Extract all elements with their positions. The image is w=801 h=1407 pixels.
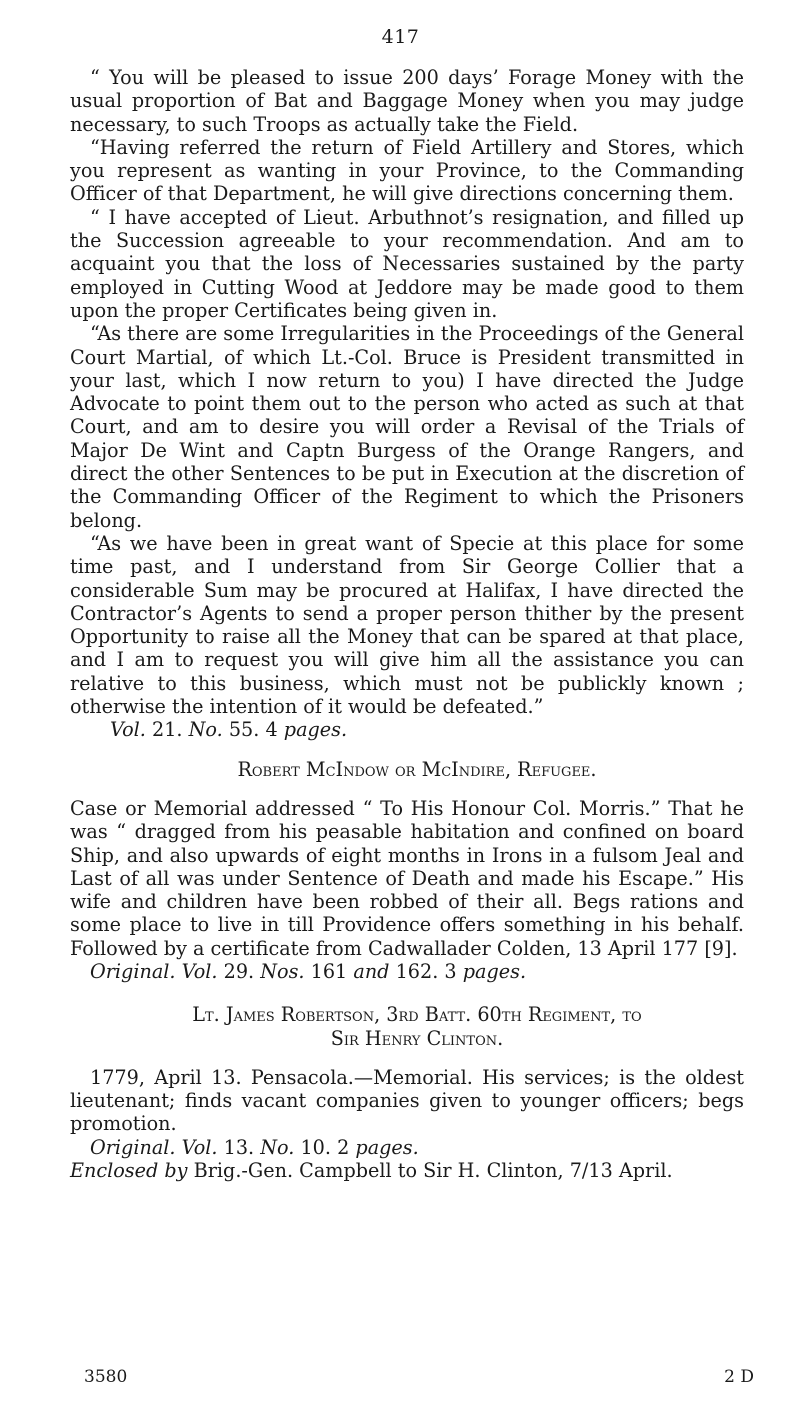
page-footer [84, 1367, 754, 1387]
letter-reference [70, 718, 744, 741]
entry1-original: Original. [90, 959, 176, 983]
entry1-heading: Robert McIndow or McIndire, Refugee. [237, 757, 597, 781]
entry1-nos-a: 161 [310, 959, 348, 983]
entry2-vol-label: Vol. [181, 1135, 218, 1159]
letter-paragraph-3: “ I have accepted of Lieut. Arbuthnot’s resignation, and filled up the Succession agreeable to your recommendation. And am to acquaint you that the loss of Necessaries sustained by the party employed in Cutting Wood at Jeddore may be made good to them upon the proper Certificates being given in. [70, 205, 744, 322]
entry1-vol: 29. [223, 959, 255, 983]
ref-vol: 21. [152, 718, 183, 742]
letter-paragraph-4: “As there are some Irregularities in the Proceedings of the General Court Martial, of which Lt.-Col. Bruce is President transmitted in your last, which I now return to you) I have directed the Judge Advocate to point them out to the person who acted as such at that Court, and am to desire you will order a Revisal of the Trials of Major De Wint and Captn Burgess of the Orange Rangers, and direct the other Sentences to be put in Execution at the discretion of the Commanding Officer of the Regiment to which the Prisoners belong. [70, 322, 744, 532]
entry2-reference [70, 1136, 744, 1159]
letter-paragraph-1: “ You will be pleased to issue 200 days’ Forage Money with the usual proportion of Bat and Baggage Money when you may judge necessary, to such Troops as actually take the Field. [70, 66, 744, 136]
page-body [70, 66, 744, 1182]
entry2-vol: 13. [223, 1135, 255, 1159]
entry2-text: 1779, April 13. Pensacola.—Memorial. His services; is the oldest lieutenant; finds vacant companies given to younger officers; begs promotion. [70, 1065, 744, 1136]
entry2-heading-line2: Sir Henry Clinton. [330, 1026, 504, 1050]
letter-paragraph-5: “As we have been in great want of Specie at this place for some time past, and I understand from Sir George Collier that a considerable Sum may be procured at Halifax, I have directed the Contractor’s Agents to send a proper person thither by the present Opportunity to raise all the Money that can be spared at that place, and I am to request you will give him all the assistance you can relative to this business, which must not be publickly known ; otherwise the intention of it would be defeated.” [70, 531, 744, 719]
signature-mark: 3580 [84, 1367, 128, 1387]
entry2-enclosed-text: Brig.-Gen. Campbell to Sir H. Clinton, 7/13 April. [193, 1159, 673, 1183]
entry2-pages-num: 2 [337, 1135, 350, 1159]
entry1-vol-label: Vol. [181, 959, 218, 983]
entry1-nos-b: 162. [395, 959, 439, 983]
entry2-no: 10. [300, 1135, 331, 1159]
entry1-text: Case or Memorial addressed “ To His Honour Col. Morris.” That he was “ dragged from his peasable habitation and confined on board Ship, and also upwards of eight months in Irons in a fulsom Jeal and Last of all was under Sentence of Death and made his Escape.” His wife and children have been robbed of their all. Begs rations and some place to live in till Providence offers something in his behalf. Followed by a certificate from Cadwallader Colden, 13 April 177 [9]. [70, 796, 744, 960]
page-number: 417 [381, 26, 420, 48]
entry2-original: Original. [90, 1135, 176, 1159]
entry2-enclosed-label: Enclosed by [70, 1159, 188, 1183]
entry2-enclosure [70, 1159, 744, 1182]
entry2-no-label: No. [260, 1135, 295, 1159]
entry2-heading-line1: Lt. James Robertson, 3rd Batt. 60th Regiment, to [192, 1003, 642, 1027]
ref-vol-label: Vol. [110, 718, 146, 742]
ref-pages-label: pages. [283, 718, 348, 742]
entry1-pages-num: 3 [444, 959, 457, 983]
letter-paragraph-2: “Having referred the return of Field Artillery and Stores, which you represent as wanting in your Province, to the Commanding Officer of that Department, he will give directions concerning them. [70, 135, 744, 206]
ref-no-label: No. [188, 718, 223, 742]
entry1-nos-label: Nos. [260, 959, 305, 983]
ref-no: 55. [228, 718, 260, 742]
entry1-and: and [353, 959, 390, 983]
entry2-pages-label: pages. [355, 1135, 419, 1159]
entry1-reference [70, 960, 744, 983]
signature-letter: 2 D [724, 1367, 754, 1387]
entry1-pages-label: pages. [462, 959, 527, 983]
ref-pages-num: 4 [265, 718, 278, 742]
